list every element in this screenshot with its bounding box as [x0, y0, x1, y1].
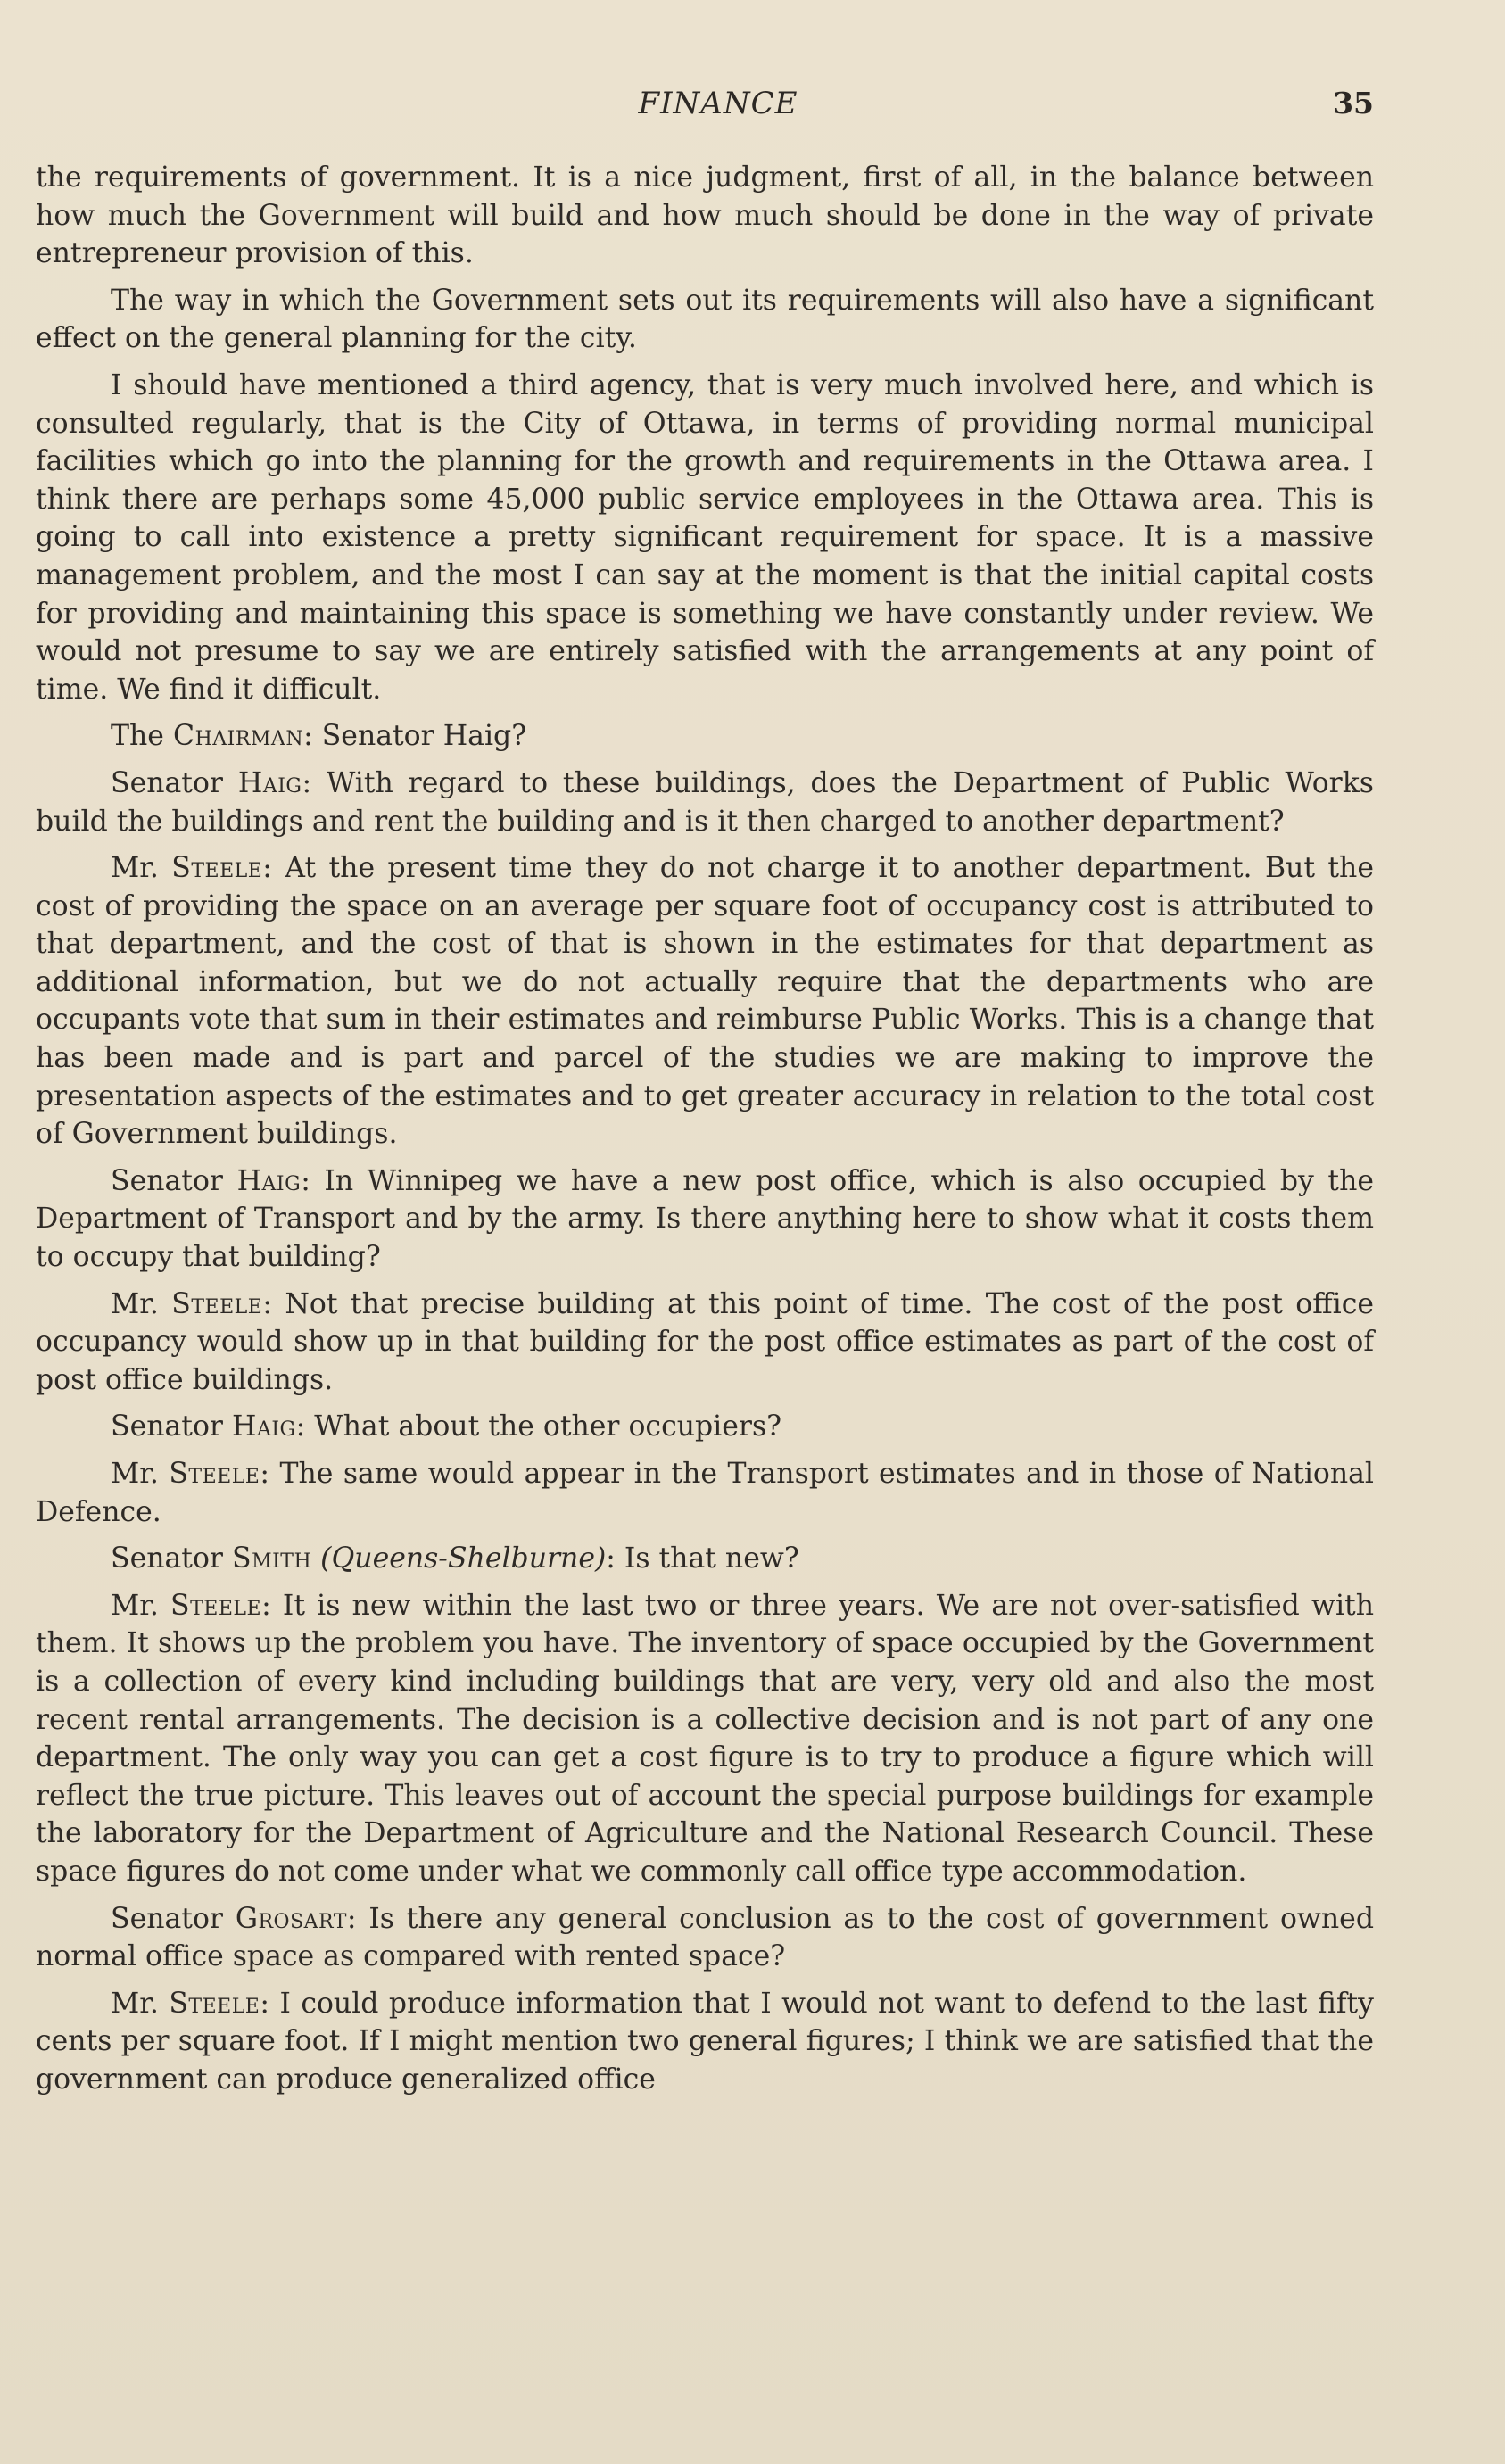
speaker-name: Grosart [235, 1902, 347, 1935]
speaker-name: Smith [232, 1542, 312, 1575]
speaker-title: Senator [111, 1410, 223, 1443]
speech-text: Is there any general conclusion as to the cost of government owned normal office space as compared with rented space? [36, 1902, 1374, 1973]
speaker-title: Senator [111, 1902, 223, 1935]
speech-text: In Winnipeg we have a new post office, which is also occupied by the Department of Transport and by the army. Is there anything here to show what it costs them to occupy that building? [36, 1164, 1375, 1274]
speech: Mr. Steele: Not that precise building at this point of time. The cost of the post office occupancy would show up in that building for the post office estimates as part of the cost of post office buildings. [36, 1287, 1374, 1396]
speech: Mr. Steele: It is new within the last two or three years. We are not over-satisfied with them. It shows up the problem you have. The inventory of space occupied by the Government is a collection of every kind including buildings that are very, very old and also the most recent rental arrangements. The decision is a collective decision and is not part of any one department. The only way you can get a cost figure is to try to produce a figure which will reflect the true picture. This leaves out of account the special purpose buildings for example the laboratory for the Department of Agriculture and the National Research Council. These space figures do not come under what we commonly call office type accommodation. [36, 1589, 1374, 1888]
speech: Senator Grosart: Is there any general conclusion as to the cost of government owned normal office space as compared with rented space? [36, 1902, 1374, 1973]
speech-text: What about the other occupiers? [314, 1410, 781, 1443]
speech: Senator Haig: In Winnipeg we have a new post office, which is also occupied by the Department of Transport and by the army. Is there anything here to show what it costs them to occupy that building? [36, 1164, 1375, 1274]
speaker-name: Steele [169, 1458, 260, 1490]
body-text [36, 159, 1374, 2108]
speaker-title: Mr. [111, 1287, 159, 1320]
speech-text: It is new within the last two or three years. We are not over-satisfied with them. It shows up the problem you have. The inventory of space occupied by the Government is a collection of every kind including buildings that are very, very old and also the most recent rental arrangements. The decision is a collective decision and is not part of any one department. The only way you can get a cost figure is to try to produce a figure which will reflect the true picture. This leaves out of account the special purpose buildings for example the laboratory for the Department of Agriculture and the National Research Council. These space figures do not come under what we commonly call office type accommodation. [36, 1589, 1374, 1888]
running-header [36, 86, 1374, 130]
speaker-title: Mr. [111, 1589, 159, 1622]
speech: Mr. Steele: At the present time they do not charge it to another department. But the cost of providing the space on an average per square foot of occupancy cost is attributed to that department, and the cost of that is shown in the estimates for that department as additional information, but we do not actually require that the departments who are occupants vote that sum in their estimates and reimburse Public Works. This is a change that has been made and is part and parcel of the studies we are making to improve the presentation aspects of the estimates and to get greater accuracy in relation to the total cost of Government buildings. [36, 852, 1374, 1151]
speaker-title: Senator [111, 1164, 223, 1197]
speech-text: The same would appear in the Transport estimates and in those of National Defence. [36, 1458, 1374, 1528]
speaker-name: Haig [232, 1410, 296, 1443]
speech: Mr. Steele: The same would appear in the Transport estimates and in those of National Defence. [36, 1458, 1374, 1528]
speech: Mr. Steele: I could produce information that I would not want to defend to the last fifty cents per square foot. If I might mention two general figures; I think we are satisfied that the government can produce generalized office [36, 1987, 1374, 2096]
speaker-title: Mr. [111, 852, 159, 885]
speaker-riding: (Queens-Shelburne) [320, 1542, 607, 1575]
speaker-title: Mr. [111, 1987, 159, 2020]
paragraph [36, 367, 1374, 708]
speech-text: Is that new? [624, 1542, 799, 1575]
speech: The Chairman: Senator Haig? [111, 720, 527, 753]
speech: Senator Haig: With regard to these buildings, does the Department of Public Works build the buildings and rent the building and is it then charged to another department? [36, 766, 1374, 838]
speech: Senator Smith (Queens-Shelburne): Is that new? [111, 1542, 799, 1575]
speaker-title: Senator [111, 766, 223, 799]
page-number: 35 [1333, 86, 1374, 120]
speech-text: Senator Haig? [321, 720, 527, 753]
speech-text: With regard to these buildings, does the Department of Public Works build the buildings and rent the building and is it then charged to another department? [36, 766, 1374, 838]
paragraph-text: I should have mentioned a third agency, that is very much involved here, and which is consulted regularly, that is the City of Ottawa, in terms of providing normal municipal facilities which go into the planning for the growth and requirements in the Ottawa area. I think there are perhaps some 45,000 public service employees in the Ottawa area. This is going to call into existence a pretty significant requirement for space. It is a massive management problem, and the most I can say at the moment is that the initial capital costs for providing and maintaining this space is something we have constantly under review. We would not presume to say we are entirely satisfied with the arrangements at any point of time. We find it difficult. [36, 368, 1374, 706]
speaker-name: Haig [237, 766, 302, 799]
speech-text: At the present time they do not charge it to another department. But the cost of providing the space on an average per square foot of occupancy cost is attributed to that department, and the cost of that is shown in the estimates for that department as additional information, but we do not actually require that the departments who are occupants vote that sum in their estimates and reimburse Public Works. This is a change that has been made and is part and parcel of the studies we are making to improve the presentation aspects of the estimates and to get greater accuracy in relation to the total cost of Government buildings. [36, 852, 1374, 1151]
speaker-title: Senator [111, 1542, 223, 1575]
speaker-name: Steele [171, 1287, 263, 1320]
speech-text: Not that precise building at this point of time. The cost of the post office occupancy would show up in that building for the post office estimates as part of the cost of post office buildings. [36, 1287, 1374, 1396]
speaker-title: Mr. [111, 1458, 159, 1490]
speaker-name: Chairman [172, 720, 304, 753]
speech-text: I could produce information that I would not want to defend to the last fifty cents per square foot. If I might mention two general figures; I think we are satisfied that the government can produce generalized office [36, 1987, 1374, 2096]
speaker-name: Steele [170, 1589, 262, 1622]
header-title: FINANCE [638, 86, 798, 121]
paragraph-text: the requirements of government. It is a nice judgment, first of all, in the balance between how much the Government will build and how much should be done in the way of private entrepreneur provision of this. [36, 161, 1374, 270]
paragraph-text: The way in which the Government sets out its requirements will also have a significant effect on the general planning for the city. [36, 284, 1374, 355]
paragraph [36, 159, 1374, 273]
speech: Senator Haig: What about the other occupiers? [111, 1410, 781, 1443]
speaker-name: Steele [171, 852, 263, 885]
paragraph [36, 282, 1374, 358]
speaker-name: Steele [169, 1987, 260, 2020]
speaker-name: Haig [236, 1164, 302, 1197]
speaker-title: The [111, 720, 164, 753]
